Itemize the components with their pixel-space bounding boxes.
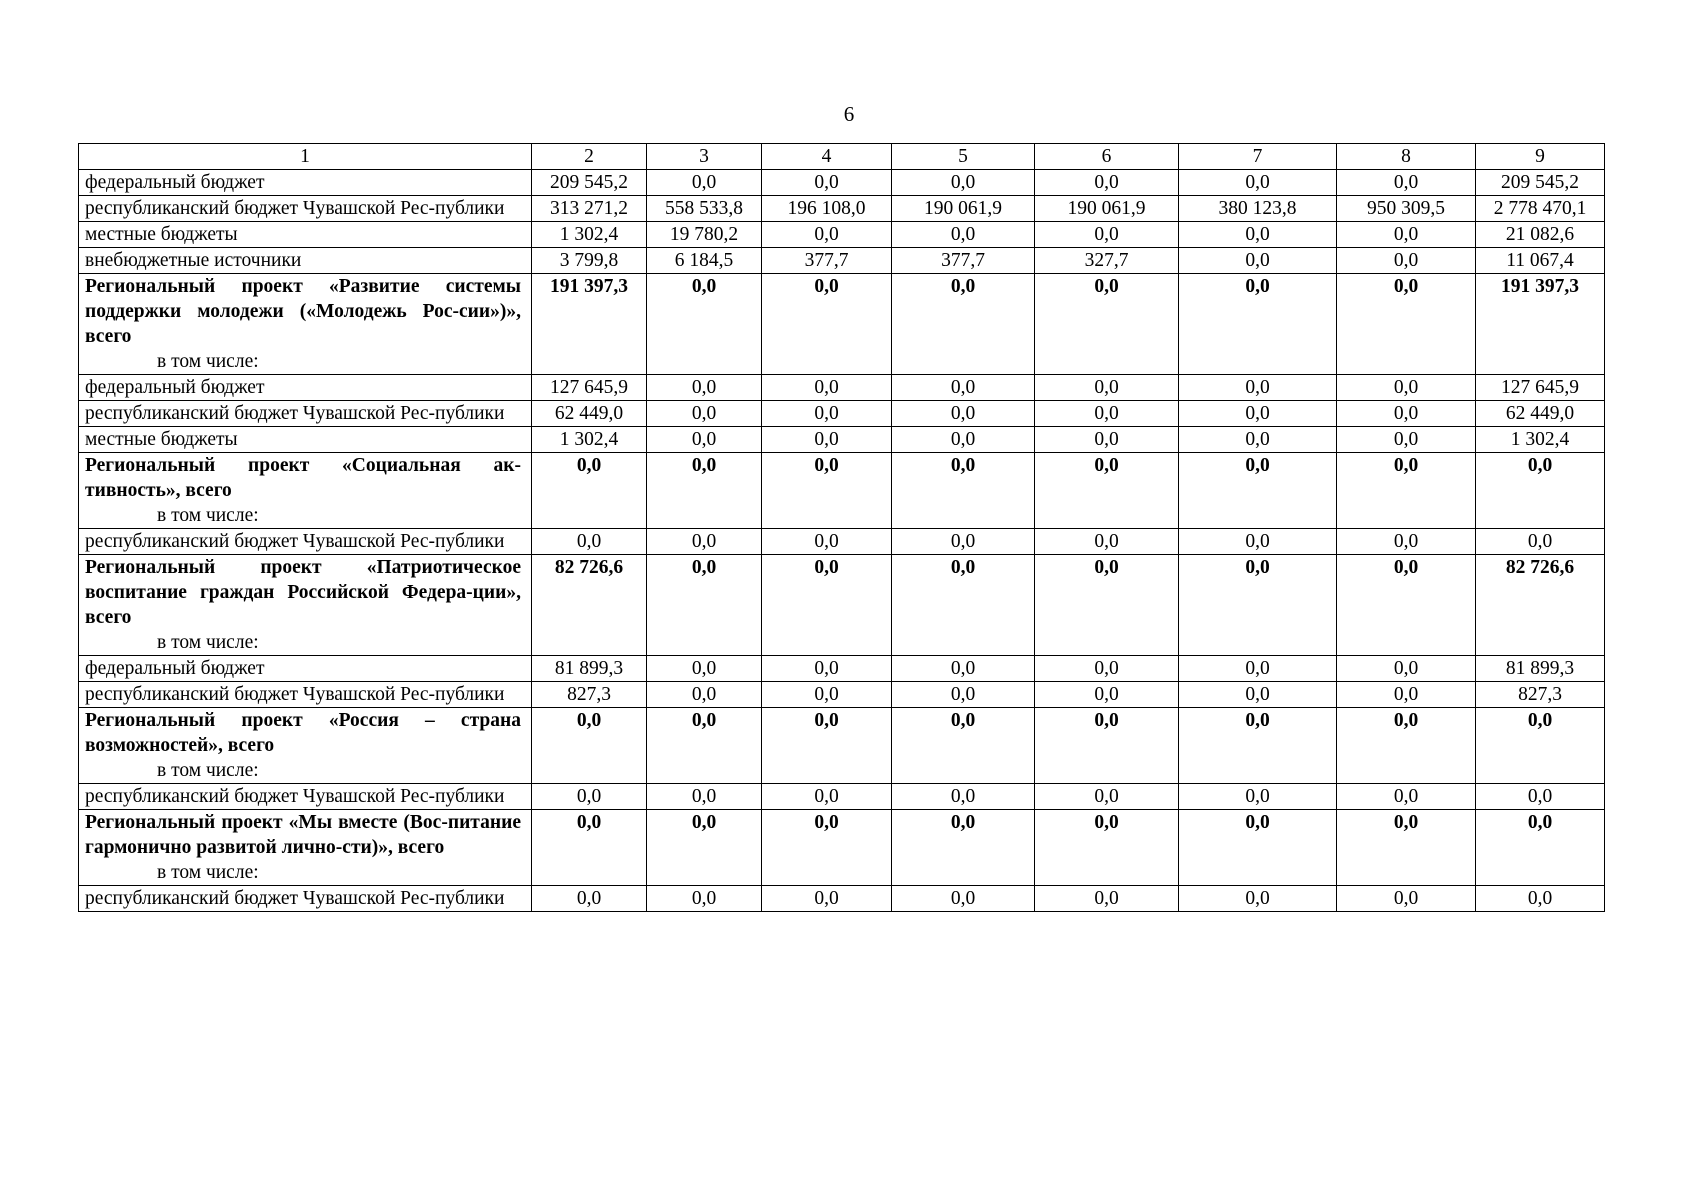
value-cell: 0,0 (1337, 248, 1476, 274)
value-cell: 0,0 (762, 656, 892, 682)
value-cell: 0,0 (532, 453, 647, 529)
page-number: 6 (843, 102, 855, 126)
value-cell: 0,0 (1476, 784, 1605, 810)
value-cell: 0,0 (1035, 274, 1179, 375)
value-cell: 0,0 (1476, 529, 1605, 555)
value-cell: 0,0 (762, 401, 892, 427)
value-cell: 0,0 (532, 529, 647, 555)
value-cell: 0,0 (1035, 427, 1179, 453)
value-cell: 0,0 (1337, 784, 1476, 810)
source-row (79, 656, 1605, 682)
value-cell: 0,0 (1337, 656, 1476, 682)
value-cell: 0,0 (1179, 170, 1337, 196)
value-cell: 0,0 (647, 810, 762, 886)
value-cell: 377,7 (762, 248, 892, 274)
value-cell: 0,0 (647, 453, 762, 529)
value-cell: 0,0 (1035, 453, 1179, 529)
value-cell: 0,0 (762, 170, 892, 196)
value-cell: 0,0 (762, 708, 892, 784)
value-cell: 0,0 (647, 529, 762, 555)
value-cell: 0,0 (1476, 810, 1605, 886)
value-cell: 0,0 (892, 886, 1035, 912)
column-number: 4 (762, 144, 892, 170)
value-cell: 313 271,2 (532, 196, 647, 222)
value-cell: 0,0 (1179, 401, 1337, 427)
value-cell: 1 302,4 (1476, 427, 1605, 453)
funding-source: внебюджетные источники (85, 250, 302, 271)
value-cell: 0,0 (1337, 555, 1476, 656)
column-number: 2 (532, 144, 647, 170)
project-name: Региональный проект «Россия – страна возможностей», всего (85, 710, 521, 756)
value-cell: 0,0 (1179, 248, 1337, 274)
value-cell: 11 067,4 (1476, 248, 1605, 274)
value-cell: 0,0 (1179, 886, 1337, 912)
value-cell: 827,3 (532, 682, 647, 708)
source-row (79, 248, 1605, 274)
value-cell: 327,7 (1035, 248, 1179, 274)
funding-source: федеральный бюджет (85, 172, 265, 193)
value-cell: 19 780,2 (647, 222, 762, 248)
source-row (79, 427, 1605, 453)
column-number: 3 (647, 144, 762, 170)
value-cell: 0,0 (1035, 401, 1179, 427)
value-cell: 558 533,8 (647, 196, 762, 222)
value-cell: 0,0 (762, 529, 892, 555)
value-cell: 0,0 (892, 170, 1035, 196)
value-cell: 0,0 (1337, 529, 1476, 555)
source-row (79, 375, 1605, 401)
value-cell: 0,0 (762, 427, 892, 453)
budget-table (78, 143, 1605, 912)
value-cell: 1 302,4 (532, 222, 647, 248)
value-cell: 0,0 (647, 170, 762, 196)
source-name-cell (79, 427, 532, 453)
value-cell: 82 726,6 (1476, 555, 1605, 656)
value-cell: 0,0 (647, 401, 762, 427)
value-cell: 0,0 (1179, 222, 1337, 248)
source-row (79, 682, 1605, 708)
column-number: 9 (1476, 144, 1605, 170)
value-cell: 209 545,2 (1476, 170, 1605, 196)
including-label: в том числе: (157, 760, 259, 781)
value-cell: 380 123,8 (1179, 196, 1337, 222)
table-body (79, 144, 1605, 912)
source-name-cell (79, 222, 532, 248)
value-cell: 81 899,3 (532, 656, 647, 682)
source-row (79, 170, 1605, 196)
source-row (79, 529, 1605, 555)
project-row (79, 810, 1605, 886)
project-name: Региональный проект «Мы вместе (Вос-питание гармонично развитой лично-сти)», всего (85, 812, 521, 858)
value-cell: 0,0 (1035, 375, 1179, 401)
source-name-cell (79, 170, 532, 196)
value-cell: 0,0 (892, 375, 1035, 401)
value-cell: 0,0 (647, 784, 762, 810)
value-cell: 950 309,5 (1337, 196, 1476, 222)
project-name-cell (79, 274, 532, 375)
funding-source: республиканский бюджет Чувашской Рес-публики (85, 403, 505, 424)
value-cell: 0,0 (1179, 453, 1337, 529)
value-cell: 209 545,2 (532, 170, 647, 196)
project-row (79, 453, 1605, 529)
value-cell: 0,0 (1337, 810, 1476, 886)
value-cell: 0,0 (1337, 886, 1476, 912)
value-cell: 0,0 (762, 375, 892, 401)
value-cell: 0,0 (1179, 555, 1337, 656)
value-cell: 0,0 (1035, 170, 1179, 196)
value-cell: 0,0 (1337, 427, 1476, 453)
value-cell: 0,0 (1035, 708, 1179, 784)
value-cell: 6 184,5 (647, 248, 762, 274)
value-cell: 0,0 (1337, 401, 1476, 427)
value-cell: 0,0 (1035, 656, 1179, 682)
value-cell: 0,0 (1179, 529, 1337, 555)
value-cell: 0,0 (892, 656, 1035, 682)
value-cell: 0,0 (647, 274, 762, 375)
value-cell: 1 302,4 (532, 427, 647, 453)
value-cell: 190 061,9 (1035, 196, 1179, 222)
value-cell: 82 726,6 (532, 555, 647, 656)
funding-source: республиканский бюджет Чувашской Рес-публики (85, 198, 505, 219)
column-number: 5 (892, 144, 1035, 170)
value-cell: 62 449,0 (532, 401, 647, 427)
value-cell: 0,0 (762, 453, 892, 529)
value-cell: 0,0 (532, 886, 647, 912)
value-cell: 0,0 (1337, 682, 1476, 708)
value-cell: 0,0 (892, 810, 1035, 886)
source-name-cell (79, 375, 532, 401)
value-cell: 0,0 (1035, 784, 1179, 810)
value-cell: 127 645,9 (1476, 375, 1605, 401)
source-row (79, 886, 1605, 912)
source-row (79, 196, 1605, 222)
value-cell: 0,0 (762, 274, 892, 375)
value-cell: 0,0 (1179, 656, 1337, 682)
value-cell: 21 082,6 (1476, 222, 1605, 248)
column-number-row (79, 144, 1605, 170)
including-label: в том числе: (157, 505, 259, 526)
column-number: 7 (1179, 144, 1337, 170)
value-cell: 0,0 (1035, 555, 1179, 656)
value-cell: 196 108,0 (762, 196, 892, 222)
source-name-cell (79, 682, 532, 708)
value-cell: 0,0 (1179, 682, 1337, 708)
value-cell: 0,0 (892, 427, 1035, 453)
source-name-cell (79, 784, 532, 810)
value-cell: 0,0 (1179, 810, 1337, 886)
value-cell: 0,0 (1337, 170, 1476, 196)
source-row (79, 784, 1605, 810)
value-cell: 0,0 (1337, 375, 1476, 401)
value-cell: 0,0 (1337, 453, 1476, 529)
value-cell: 191 397,3 (1476, 274, 1605, 375)
value-cell: 62 449,0 (1476, 401, 1605, 427)
value-cell: 0,0 (892, 682, 1035, 708)
project-row (79, 274, 1605, 375)
funding-source: республиканский бюджет Чувашской Рес-публики (85, 684, 505, 705)
value-cell: 0,0 (647, 708, 762, 784)
value-cell: 0,0 (1476, 886, 1605, 912)
value-cell: 0,0 (1476, 708, 1605, 784)
value-cell: 0,0 (892, 555, 1035, 656)
project-name-cell (79, 555, 532, 656)
value-cell: 0,0 (1035, 222, 1179, 248)
value-cell: 0,0 (532, 784, 647, 810)
value-cell: 0,0 (647, 555, 762, 656)
project-row (79, 555, 1605, 656)
funding-source: республиканский бюджет Чувашской Рес-публики (85, 888, 505, 909)
source-name-cell (79, 401, 532, 427)
value-cell: 0,0 (647, 375, 762, 401)
value-cell: 0,0 (1035, 886, 1179, 912)
value-cell: 0,0 (647, 886, 762, 912)
value-cell: 0,0 (647, 656, 762, 682)
value-cell: 0,0 (762, 222, 892, 248)
column-number: 6 (1035, 144, 1179, 170)
value-cell: 0,0 (532, 810, 647, 886)
value-cell: 0,0 (1179, 427, 1337, 453)
value-cell: 0,0 (762, 886, 892, 912)
value-cell: 0,0 (892, 708, 1035, 784)
value-cell: 0,0 (1337, 274, 1476, 375)
source-row (79, 222, 1605, 248)
value-cell: 0,0 (892, 529, 1035, 555)
value-cell: 190 061,9 (892, 196, 1035, 222)
source-name-cell (79, 196, 532, 222)
project-name-cell (79, 810, 532, 886)
project-name: Региональный проект «Социальная ак-тивность», всего (85, 455, 521, 501)
value-cell: 0,0 (1035, 529, 1179, 555)
value-cell: 377,7 (892, 248, 1035, 274)
project-row (79, 708, 1605, 784)
value-cell: 0,0 (892, 274, 1035, 375)
project-name-cell (79, 453, 532, 529)
funding-source: местные бюджеты (85, 429, 238, 450)
source-name-cell (79, 248, 532, 274)
column-number: 8 (1337, 144, 1476, 170)
source-name-cell (79, 656, 532, 682)
value-cell: 0,0 (532, 708, 647, 784)
funding-source: федеральный бюджет (85, 658, 265, 679)
value-cell: 0,0 (1179, 274, 1337, 375)
value-cell: 0,0 (647, 427, 762, 453)
value-cell: 0,0 (1337, 708, 1476, 784)
value-cell: 3 799,8 (532, 248, 647, 274)
value-cell: 0,0 (1179, 784, 1337, 810)
project-name-cell (79, 708, 532, 784)
value-cell: 0,0 (1035, 682, 1179, 708)
value-cell: 0,0 (1035, 810, 1179, 886)
project-name: Региональный проект «Патриотическое воспитание граждан Российской Федера-ции», всего (85, 557, 521, 628)
value-cell: 0,0 (762, 555, 892, 656)
value-cell: 0,0 (892, 784, 1035, 810)
funding-source: республиканский бюджет Чувашской Рес-публики (85, 786, 505, 807)
funding-source: местные бюджеты (85, 224, 238, 245)
including-label: в том числе: (157, 632, 259, 653)
value-cell: 0,0 (1476, 453, 1605, 529)
value-cell: 0,0 (892, 453, 1035, 529)
column-number: 1 (79, 144, 532, 170)
value-cell: 0,0 (647, 682, 762, 708)
value-cell: 2 778 470,1 (1476, 196, 1605, 222)
funding-source: республиканский бюджет Чувашской Рес-публики (85, 531, 505, 552)
value-cell: 0,0 (892, 401, 1035, 427)
value-cell: 0,0 (1179, 375, 1337, 401)
value-cell: 0,0 (1179, 708, 1337, 784)
value-cell: 827,3 (1476, 682, 1605, 708)
value-cell: 0,0 (892, 222, 1035, 248)
value-cell: 0,0 (1337, 222, 1476, 248)
source-row (79, 401, 1605, 427)
funding-source: федеральный бюджет (85, 377, 265, 398)
value-cell: 191 397,3 (532, 274, 647, 375)
including-label: в том числе: (157, 862, 259, 883)
value-cell: 127 645,9 (532, 375, 647, 401)
source-name-cell (79, 886, 532, 912)
value-cell: 0,0 (762, 784, 892, 810)
value-cell: 0,0 (762, 810, 892, 886)
source-name-cell (79, 529, 532, 555)
value-cell: 81 899,3 (1476, 656, 1605, 682)
including-label: в том числе: (157, 351, 259, 372)
project-name: Региональный проект «Развитие системы поддержки молодежи («Молодежь Рос-сии»)», всего (85, 276, 521, 347)
value-cell: 0,0 (762, 682, 892, 708)
